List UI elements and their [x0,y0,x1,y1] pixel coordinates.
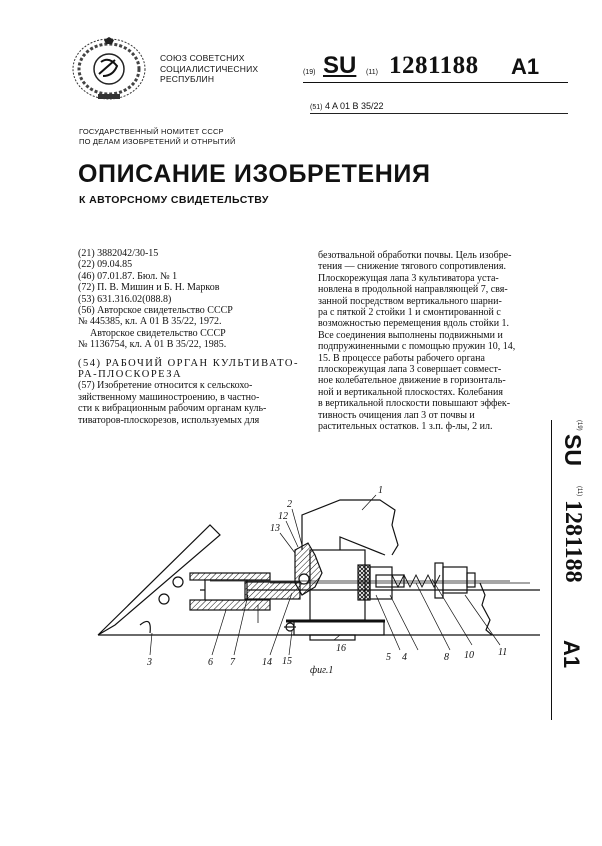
callout-16: 16 [336,643,346,654]
union-line: РЕСПУБЛИН [160,74,215,84]
abstract-line: возможностью перемещения вдоль стойки 1. [318,318,510,330]
reference-line: Авторское свидетельство СССР [90,327,226,339]
abstract-line: ра с пяткой 2 стойки 1 и смонтированной с [318,307,501,319]
number-code-label: (11) [366,69,378,76]
callout-6: 6 [208,657,213,668]
abstract-line: сти к вибрационным рабочим органам куль- [78,403,267,415]
ussr-state-emblem-icon [68,36,150,102]
abstract-line: растительных остатков. 1 з.п. ф-лы, 2 ил. [318,421,493,433]
callout-5: 5 [386,652,391,663]
invention-title-line: РА-ПЛОСКОРЕЗА [78,369,183,381]
ipc-classification [310,101,568,114]
union-name [160,53,258,85]
document-subtitle: К АВТОРСНОМУ СВИДЕТЕЛЬСТВУ [79,194,269,206]
abstract-line: Плоскорежущая лапа 3 культиватора уста- [318,272,499,284]
figure-caption: фиг.1 [310,665,334,676]
abstract-continued [318,250,540,433]
callout-13: 13 [270,523,280,534]
figure-1 [40,455,540,676]
callout-1: 1 [378,485,383,496]
callout-12: 12 [278,511,288,522]
country-code-label: (19) [576,420,582,431]
abstract-line: новлена в продольной направляющей 7, свя- [318,284,508,296]
number-code-label: (11) [576,486,582,497]
union-line: СОЮЗ СОВЕТСНИХ [160,53,245,63]
abstract-line: занной посредством вертикального шарни- [318,295,502,307]
committee-line: ГОСУДАРСТВЕННЫЙ НОМИТЕТ СССР [79,127,224,136]
patent-number: 1281188 [389,52,479,79]
abstract-line: плоскорежущая лапа 3 совершает совмест- [318,364,502,376]
technical-drawing [40,455,540,668]
committee-line: ПО ДЕЛАМ ИЗОБРЕТЕНИЙ И ОТНРЫТИЙ [79,137,236,146]
committee-name [79,127,236,147]
abstract-line: тивность очищения лап 3 от почвы и [318,409,475,421]
abstract-line: тиваторов-плоскорезов, используемых для [78,414,260,426]
publication-number [303,52,568,83]
callout-4: 4 [402,652,407,663]
abstract-line: (57) Изобретение относится к сельскохо- [78,380,253,392]
callout-7: 7 [230,657,235,668]
callout-14: 14 [262,657,272,668]
country-code-label: (19) [303,69,316,76]
inventors: (72) П. В. Мишин и Б. Н. Марков [78,282,220,294]
stand-1 [302,500,398,555]
ipc-value: 4 A 01 B 35/22 [324,101,384,111]
filing-date: (22) 09.04.85 [78,259,133,271]
union-line: СОЦИАЛИСТИЧЕСНИХ [160,63,259,74]
kind-code: A1 [511,54,540,79]
publication-date: (46) 07.01.87. Бюл. № 1 [78,270,178,282]
callout-10: 10 [464,650,474,661]
abstract-line: зяйственному машиностроению, в частно- [78,391,260,403]
reference-line: (56) Авторское свидетельство СССР [78,305,233,317]
ipc-code-label: (51) [310,104,323,111]
side-stamp [552,420,592,720]
invention-title-line: (54) РАБОЧИЙ ОРГАН КУЛЬТИВАТО- [78,357,299,369]
udc-code: (53) 631.316.02(088.8) [78,293,172,305]
callout-3: 3 [147,657,152,668]
reference-line: № 445385, кл. А 01 В 35/22, 1972. [78,316,222,328]
abstract-line: Все соединения выполнены подвижными и [318,329,503,341]
abstract-line: в вертикальной плоскости повышают эффек- [318,398,511,410]
bibliographic-data [78,248,298,426]
country-code: SU [560,434,586,466]
abstract-line: ное колебательное движение в горизонталь- [318,375,506,387]
callout-11: 11 [498,647,508,658]
abstract-line: тения — снижение тягового сопротивления. [318,261,507,273]
callout-15: 15 [282,656,292,667]
patent-number: 1281188 [560,500,586,583]
abstract-line: подпружиненными с помощью пружин 10, 14, [318,341,516,353]
abstract-line: безотвальной обработки почвы. Цель изобре- [318,250,512,261]
application-number: (21) 3882042/30-15 [78,248,159,259]
kind-code: A1 [559,640,584,669]
abstract-line: 15. В процессе работы рабочего органа [318,352,485,364]
country-code: SU [323,52,357,79]
callout-2: 2 [287,499,292,510]
document-title: ОПИСАНИЕ ИЗОБРЕТЕНИЯ [78,160,431,188]
reference-line: № 1136754, кл. А 01 В 35/22, 1985. [78,339,227,351]
callout-8: 8 [444,652,449,663]
abstract-line: ной и вертикальной плоскостях. Колебания [318,386,503,398]
